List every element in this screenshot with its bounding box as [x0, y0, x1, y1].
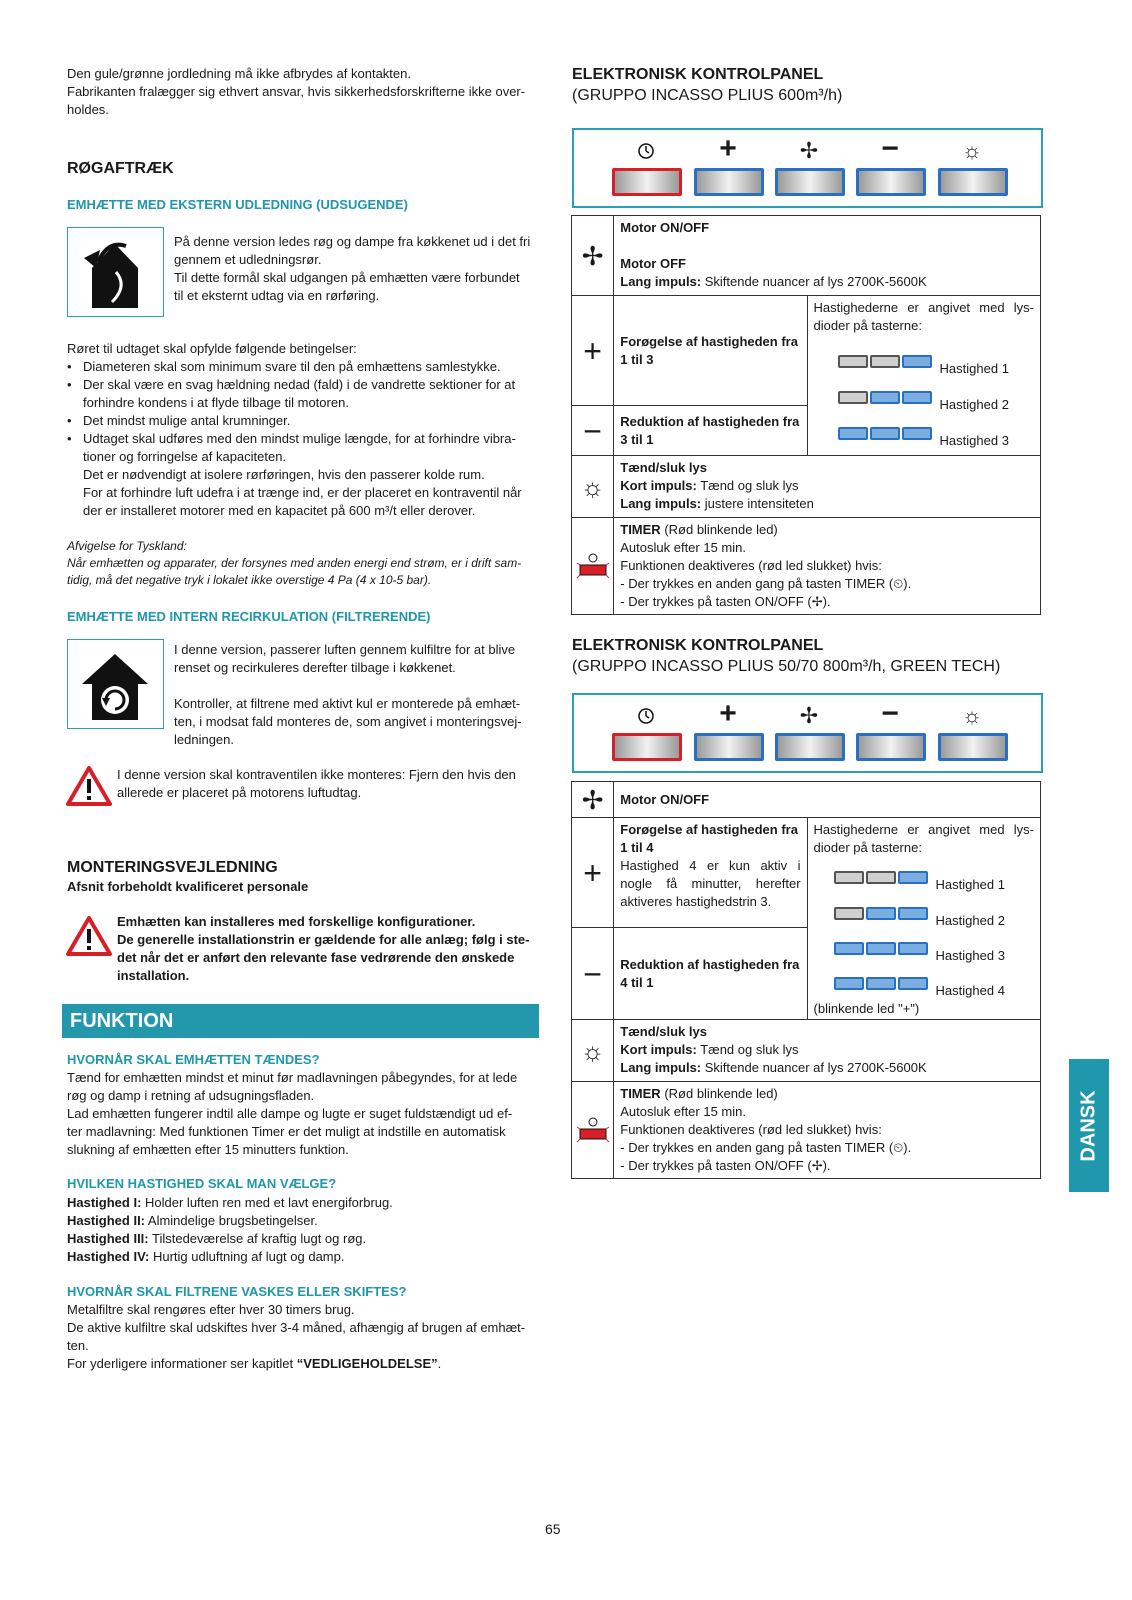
recirculation-house-icon [67, 639, 164, 729]
q1-line: slukning af emhætten efter 15 minutters funktion. [67, 1142, 349, 1157]
ext-line: til et eksternt udtag via en rørføring. [174, 288, 380, 303]
bullet-extra-line: Det er nødvendigt at isolere rørføringen, hvis den passerer kolde rum. [83, 467, 485, 482]
minus-icon: − [572, 406, 614, 456]
timer-button[interactable] [612, 733, 682, 761]
plus-button[interactable] [694, 733, 764, 761]
warning-text-1 [117, 766, 542, 802]
q2-heading: HVILKEN HASTIGHED SKAL MAN VÆLGE? [67, 1176, 337, 1191]
warn-line: De generelle installationstrin er gældende for alle anlæg; følg i ste- [117, 932, 530, 947]
warn-line: det når det er anført den relevante fase vedrørende den ønskede [117, 950, 515, 965]
speed-item: Hastighed IV: Hurtig udluftning af lugt og damp. [67, 1249, 345, 1264]
led-row-3 [834, 939, 930, 957]
blink-note: (blinkende led "+") [813, 1001, 920, 1016]
int-text [174, 641, 542, 749]
led-row-4 [834, 974, 930, 992]
exhaust-house-icon [67, 227, 164, 317]
warning-icon [66, 916, 112, 961]
pipe-intro: Røret til udtaget skal opfylde følgende betingelser: [67, 341, 357, 356]
int-line: I denne version, passerer luften gennem kulfiltre for at blive [174, 642, 516, 657]
control-panel-2 [572, 693, 1043, 773]
increase-cell: Forøgelse af hastigheden fra 1 til 3 [614, 296, 807, 406]
ext-text [174, 233, 542, 305]
speed-leds-cell-1: Hastighederne er angivet med lys-dioder på tasterne: Hastighed 1 Hastighed 2 Hastighed 3 [807, 296, 1040, 456]
ext-line: På denne version ledes røg og dampe fra køkkenet ud i det fri [174, 234, 531, 249]
q3-line: For yderligere informationer ser kapitlet “VEDLIGEHOLDELSE”. [67, 1356, 442, 1371]
fan-icon: ✢ [799, 138, 819, 163]
bullet-item: • Udtaget skal udføres med den mindst mulige længde, for at forhindre vibra-tioner og forringelse af kapaciteten. [67, 430, 542, 466]
timer-icon [626, 705, 666, 729]
bullet-item: • Diameteren skal som minimum svare til den på emhættens samlestykke. [67, 358, 542, 376]
monterings-subheading: Afsnit forbeholdt kvalificeret personale [67, 879, 309, 894]
bullet-extra-line: For at forhindre luft udefra i at trænge ind, er der placeret en kontraventil når [83, 485, 522, 500]
minus-icon: − [572, 928, 614, 1020]
q1-line: Lad emhætten fungerer indtil alle dampe og lugte er suget fuldstændigt ud ef- [67, 1106, 513, 1121]
bullet-extra-line: der er installeret motorer med en kapacitet på 600 m³/t eller derover. [83, 503, 476, 518]
bullet-item: • Det mindst mulige antal krumninger. [67, 412, 542, 430]
speed-item: Hastighed III: Tilstedeværelse af kraftig lugt og røg. [67, 1231, 367, 1246]
plus-button[interactable] [694, 168, 764, 196]
light-icon: ☼ [961, 138, 983, 163]
warn-line: allerede er placeret på motorens luftudtag. [117, 785, 362, 800]
led-row-2 [834, 904, 930, 922]
panel1-subheading: (GRUPPO INCASSO PLIUS 600m³/h) [572, 87, 843, 104]
ext-line: gennem et udledningsrør. [174, 252, 322, 267]
pipe-conditions [67, 340, 542, 520]
speed-label: Hastighed 1 [935, 877, 1005, 892]
speed-leds-cell-2: Hastighederne er angivet med lys-dioder på tasterne: Hastighed 1 Hastighed 2 Hastighed 3 Hastighed 4 (blinkende led "+") [807, 818, 1040, 1020]
minus-icon: − [881, 697, 899, 730]
q1-text [67, 1069, 542, 1159]
speed-label: Hastighed 2 [935, 913, 1005, 928]
led-row-1 [834, 868, 930, 886]
int-line: Kontroller, at filtrene med aktivt kul er monterede på emhæt- [174, 696, 521, 711]
intro-text [67, 65, 542, 119]
function-table-1 [571, 215, 1041, 615]
page-number: 65 [545, 1521, 561, 1537]
q3-text [67, 1301, 542, 1373]
light-button[interactable] [938, 733, 1008, 761]
minus-button[interactable] [856, 733, 926, 761]
motor-cell: Motor ON/OFF Motor OFF Lang impuls: Skiftende nuancer af lys 2700K-5600K [614, 216, 1041, 296]
speed-item: Hastighed I: Holder luften ren med et lavt energiforbrug. [67, 1195, 393, 1210]
led-row-3 [838, 424, 934, 442]
int-section-heading: EMHÆTTE MED INTERN RECIRKULATION (FILTRERENDE) [67, 609, 431, 624]
decrease-cell: Reduktion af hastigheden fra 4 til 1 [614, 928, 807, 1020]
motor-cell: Motor ON/OFF [614, 782, 1041, 818]
timer-cell: TIMER (Rød blinkende led) Autosluk efter 15 min. Funktionen deaktiveres (rød led slukket) hvis: - Der trykkes en anden gang på tasten TIMER (⏲). - Der trykkes på tasten ON/OFF (✢). [614, 1082, 1041, 1179]
germany-line: Når emhætten og apparater, der forsynes med anden energi end strøm, er i drift sam- [67, 556, 522, 570]
fan-icon: ✢ [799, 703, 819, 728]
function-table-2 [571, 781, 1041, 1179]
q3-line: Metalfiltre skal rengøres efter hver 30 timers brug. [67, 1302, 355, 1317]
panel2-heading: ELEKTRONISK KONTROLPANEL [572, 637, 824, 654]
speed-label: Hastighed 3 [935, 948, 1005, 963]
speed-item: Hastighed II: Almindelige brugsbetingelser. [67, 1213, 318, 1228]
pipe-bullets [67, 358, 542, 466]
minus-button[interactable] [856, 168, 926, 196]
int-line: ten, i modsat fald monteres de, som angivet i monteringsvej- [174, 714, 522, 729]
intro-line: holdes. [67, 102, 109, 117]
q3-line: ten. [67, 1338, 89, 1353]
plus-icon: + [572, 818, 614, 928]
decrease-cell: Reduktion af hastigheden fra 3 til 1 [614, 406, 807, 456]
timer-icon [626, 140, 666, 164]
germany-title: Afvigelse for Tyskland: [67, 539, 187, 553]
timer-led-icon [572, 518, 614, 615]
speed-label: Hastighed 4 [935, 983, 1005, 998]
germany-note [67, 538, 547, 589]
light-cell: Tænd/sluk lys Kort impuls: Tænd og sluk lys Lang impuls: justere intensiteten [614, 456, 1041, 518]
timer-button[interactable] [612, 168, 682, 196]
light-cell: Tænd/sluk lys Kort impuls: Tænd og sluk lys Lang impuls: Skiftende nuancer af lys 2700K-5600K [614, 1020, 1041, 1082]
fan-icon: ✢ [572, 782, 614, 818]
speed-list [67, 1194, 542, 1266]
speed-label: Hastighed 2 [939, 397, 1009, 412]
germany-line: tidig, må det negative tryk i lokalet ikke overstige 4 Pa (4 x 10-5 bar). [67, 573, 432, 587]
bullet-extra [67, 466, 542, 520]
timer-led-icon [572, 1082, 614, 1179]
q1-heading: HVORNÅR SKAL EMHÆTTEN TÆNDES? [67, 1052, 320, 1067]
language-tab-label: DANSK [1077, 1089, 1100, 1162]
speed-label: Hastighed 3 [939, 433, 1009, 448]
fan-icon: ✢ [572, 216, 614, 296]
monterings-heading: MONTERINGSVEJLEDNING [67, 859, 278, 876]
fan-button[interactable] [775, 733, 845, 761]
light-button[interactable] [938, 168, 1008, 196]
panel2-subheading: (GRUPPO INCASSO PLIUS 50/70 800m³/h, GREEN TECH) [572, 658, 1001, 675]
q1-line: røg og damp i retning af udsugningsfladen. [67, 1088, 315, 1103]
control-panel-1 [572, 128, 1043, 208]
q1-line: Tænd for emhætten mindst et minut før madlavningen påbegyndes, for at lede [67, 1070, 518, 1085]
speed-label: Hastighed 1 [939, 361, 1009, 376]
led-row-1 [838, 352, 934, 370]
ext-line: Til dette formål skal udgangen på emhætten være forbundet [174, 270, 520, 285]
warning-text-2 [117, 913, 542, 985]
light-icon: ☼ [572, 1020, 614, 1082]
light-icon: ☼ [572, 456, 614, 518]
warn-line: installation. [117, 968, 190, 983]
funktion-banner: FUNKTION [62, 1004, 539, 1038]
language-tab [1069, 1059, 1109, 1192]
q3-heading: HVORNÅR SKAL FILTRENE VASKES ELLER SKIFTES? [67, 1284, 407, 1299]
plus-icon: + [572, 296, 614, 406]
timer-cell: TIMER (Rød blinkende led) Autosluk efter 15 min. Funktionen deaktiveres (rød led slukket) hvis: - Der trykkes en anden gang på tasten TIMER (⏲). - Der trykkes på tasten ON/OFF (✢). [614, 518, 1041, 615]
int-line: ledningen. [174, 732, 234, 747]
q1-line: ter madlavning: Med funktionen Timer er det muligt at indstille en automatisk [67, 1124, 506, 1139]
plus-icon: + [719, 697, 737, 730]
led-row-2 [838, 388, 934, 406]
intro-line: Fabrikanten fralægger sig ethvert ansvar, hvis sikkerhedsforskrifterne ikke over- [67, 84, 526, 99]
minus-icon: − [881, 132, 899, 165]
increase-cell: Forøgelse af hastigheden fra 1 til 4 Hastighed 4 er kun aktiv i nogle få minutter, herefter aktiveres hastighedstrin 3. [614, 818, 807, 928]
plus-icon: + [719, 132, 737, 165]
warn-line: I denne version skal kontraventilen ikke monteres: Fjern den hvis den [117, 767, 516, 782]
ext-section-heading: EMHÆTTE MED EKSTERN UDLEDNING (UDSUGENDE) [67, 197, 408, 212]
warn-line: Emhætten kan installeres med forskellige konfigurationer. [117, 914, 476, 929]
rogaftraek-heading: RØGAFTRÆK [67, 160, 174, 177]
fan-button[interactable] [775, 168, 845, 196]
intro-line: Den gule/grønne jordledning må ikke afbrydes af kontakten. [67, 66, 411, 81]
light-icon: ☼ [961, 703, 983, 728]
q3-line: De aktive kulfiltre skal udskiftes hver 3-4 måned, afhængig af brugen af emhæt- [67, 1320, 526, 1335]
warning-icon [66, 766, 112, 811]
bullet-item: • Der skal være en svag hældning nedad (fald) i de vandrette sektioner for at forhindre kondens i at flyde tilbage til motoren. [67, 376, 542, 412]
int-line: renset og recirkuleres derefter tilbage i køkkenet. [174, 660, 456, 675]
panel1-heading: ELEKTRONISK KONTROLPANEL [572, 66, 824, 83]
